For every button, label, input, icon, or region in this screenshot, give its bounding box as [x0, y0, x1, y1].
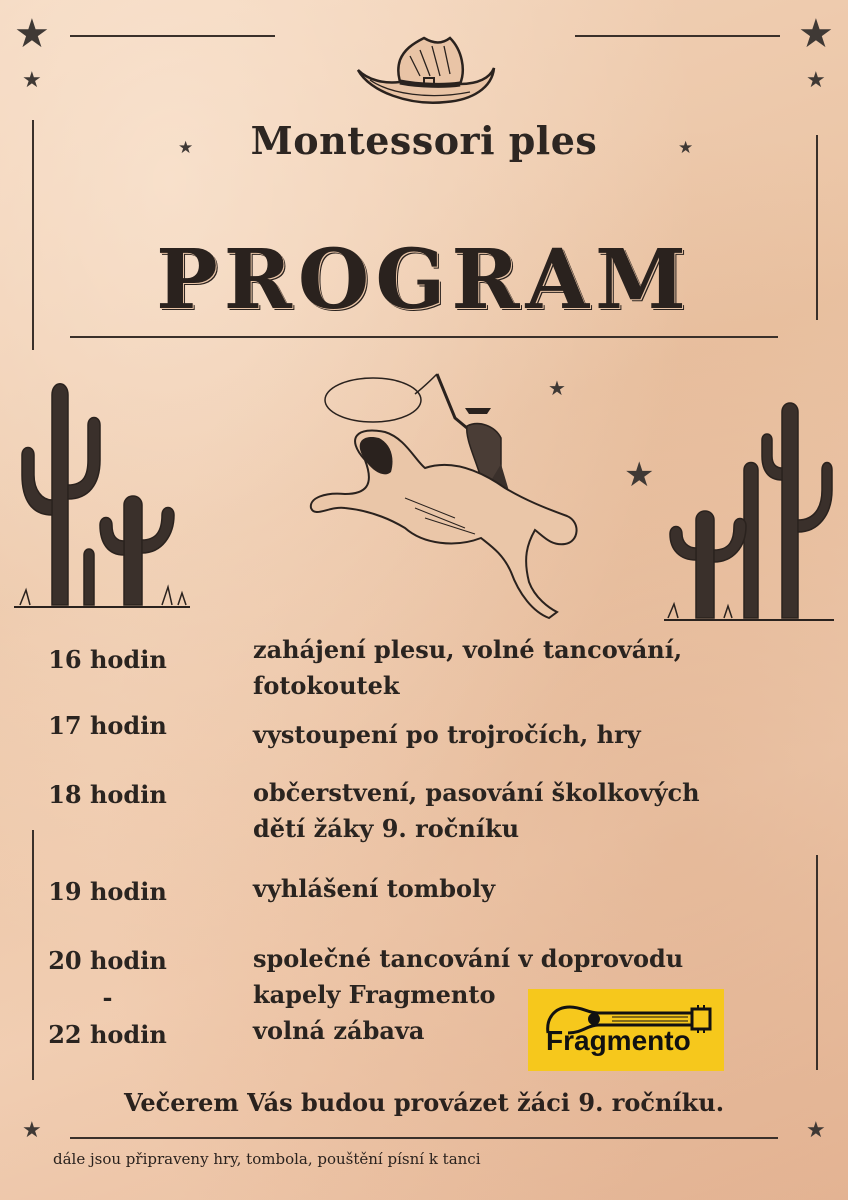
program-line: dětí žáky 9. ročníku — [253, 814, 520, 843]
program-line: vystoupení po trojročích, hry — [253, 720, 641, 749]
program-time: 16 hodin — [48, 645, 167, 674]
program-time: 17 hodin — [48, 711, 167, 740]
cactus-icon — [12, 375, 192, 610]
program-line: zahájení plesu, volné tancování, — [253, 635, 683, 664]
page-title: PROGRAM — [156, 232, 692, 328]
band-logo-text: Fragmento — [546, 1025, 691, 1056]
program-description — [253, 632, 682, 704]
star-icon: ★ — [624, 455, 655, 495]
cactus-icon — [664, 400, 834, 622]
footnote: dále jsou připraveny hry, tombola, pouštění písní k tanci — [53, 1150, 481, 1168]
star-icon: ★ — [678, 138, 694, 158]
program-time-start: 20 hodin — [48, 946, 167, 975]
star-icon: ★ — [14, 11, 50, 57]
right-border-bottom — [816, 855, 818, 1070]
program-description — [253, 775, 700, 847]
band-logo — [528, 989, 724, 1071]
star-icon: ★ — [22, 1118, 42, 1143]
star-icon: ★ — [798, 11, 834, 57]
program-time-separator: - — [102, 983, 113, 1012]
program-line: občerstvení, pasování školkových — [253, 778, 700, 807]
event-subtitle: Montessori ples — [250, 118, 598, 163]
program-description — [253, 717, 641, 753]
program-time-end: 22 hodin — [48, 1020, 167, 1049]
rodeo-rider-icon — [305, 368, 590, 620]
program-line: volná zábava — [253, 1016, 425, 1045]
footer-text: Večerem Vás budou provázet žáci 9. ročníku. — [123, 1088, 725, 1117]
program-line: fotokoutek — [253, 671, 400, 700]
program-line: společné tancování v doprovodu — [253, 944, 684, 973]
top-right-rule — [575, 35, 780, 37]
top-left-rule — [70, 35, 275, 37]
program-time: 18 hodin — [48, 780, 167, 809]
program-line: kapely Fragmento — [253, 980, 496, 1009]
star-icon: ★ — [548, 376, 566, 400]
footer-rule — [70, 1137, 778, 1139]
star-icon: ★ — [806, 68, 826, 93]
program-description — [253, 871, 495, 907]
program-time: 19 hodin — [48, 877, 167, 906]
cowboy-hat-icon — [350, 30, 498, 112]
program-line: vyhlášení tomboly — [253, 874, 496, 903]
star-icon: ★ — [22, 68, 42, 93]
title-underline — [70, 336, 778, 338]
star-icon: ★ — [806, 1118, 826, 1143]
star-icon: ★ — [178, 138, 194, 158]
